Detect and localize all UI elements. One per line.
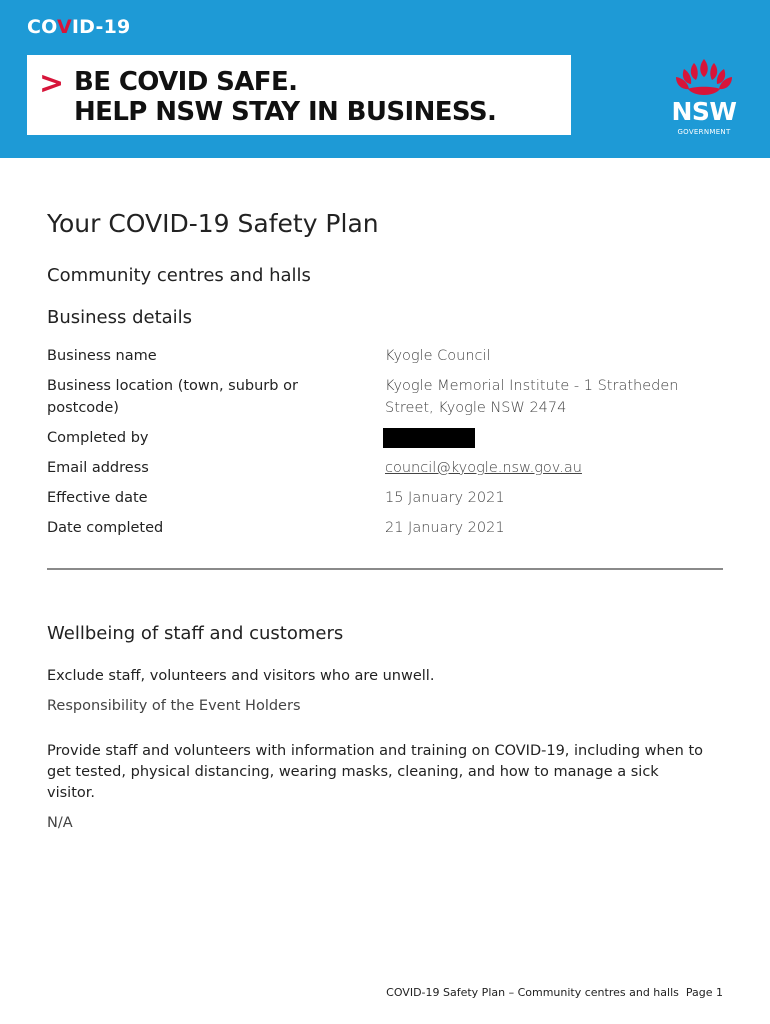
email-address-label: Email address xyxy=(47,460,149,476)
requirement-exclude-unwell: Exclude staff, volunteers and visitors who are unwell. xyxy=(47,668,435,684)
slogan-line-2: HELP NSW STAY IN BUSINESS. xyxy=(74,97,497,127)
business-location-value: Kyogle Memorial Institute - 1 Stratheden Street, Kyogle NSW 2474 xyxy=(385,378,679,416)
nsw-government-logo xyxy=(664,55,744,140)
response-exclude-unwell: Responsibility of the Event Holders xyxy=(47,698,301,714)
completed-by-redaction xyxy=(383,428,475,448)
requirement-staff-training: Provide staff and volunteers with information and training on COVID-19, including when to get tested, physical distancing, wearing masks, cleaning, and how to manage a sick visitor. xyxy=(47,743,703,801)
business-name-value: Kyogle Council xyxy=(385,348,491,364)
government-logo-text: GOVERNMENT xyxy=(677,128,731,136)
email-link[interactable]: council@kyogle.nsw.gov.au xyxy=(385,460,582,476)
page-footer xyxy=(386,986,723,999)
covid-19-logo: COVID-19 xyxy=(27,16,131,38)
page-title: Your COVID-19 Safety Plan xyxy=(47,209,379,238)
email-address-value xyxy=(385,457,715,479)
page-number: Page 1 xyxy=(685,986,723,999)
nsw-logo-text: NSW xyxy=(671,97,737,126)
effective-date-label: Effective date xyxy=(47,490,148,506)
business-details-heading: Business details xyxy=(47,307,193,328)
effective-date-value: 15 January 2021 xyxy=(385,490,505,506)
date-completed-label: Date completed xyxy=(47,520,164,536)
section-divider xyxy=(47,568,723,570)
completed-by-label: Completed by xyxy=(47,430,149,446)
slogan-line-1: BE COVID SAFE. xyxy=(74,67,298,97)
business-name-label: Business name xyxy=(47,348,157,364)
chevron-right-icon: > xyxy=(39,66,65,101)
business-location-label: Business location (town, suburb or postcode) xyxy=(47,378,298,416)
waratah-flower-icon xyxy=(664,55,744,99)
covid-banner xyxy=(0,0,770,158)
wellbeing-heading: Wellbeing of staff and customers xyxy=(47,623,344,644)
footer-text: COVID-19 Safety Plan – Community centres and halls xyxy=(386,986,679,999)
venue-type-heading: Community centres and halls xyxy=(47,265,311,286)
date-completed-value: 21 January 2021 xyxy=(385,520,505,536)
slogan-box xyxy=(27,55,571,135)
response-staff-training: N/A xyxy=(47,815,73,831)
